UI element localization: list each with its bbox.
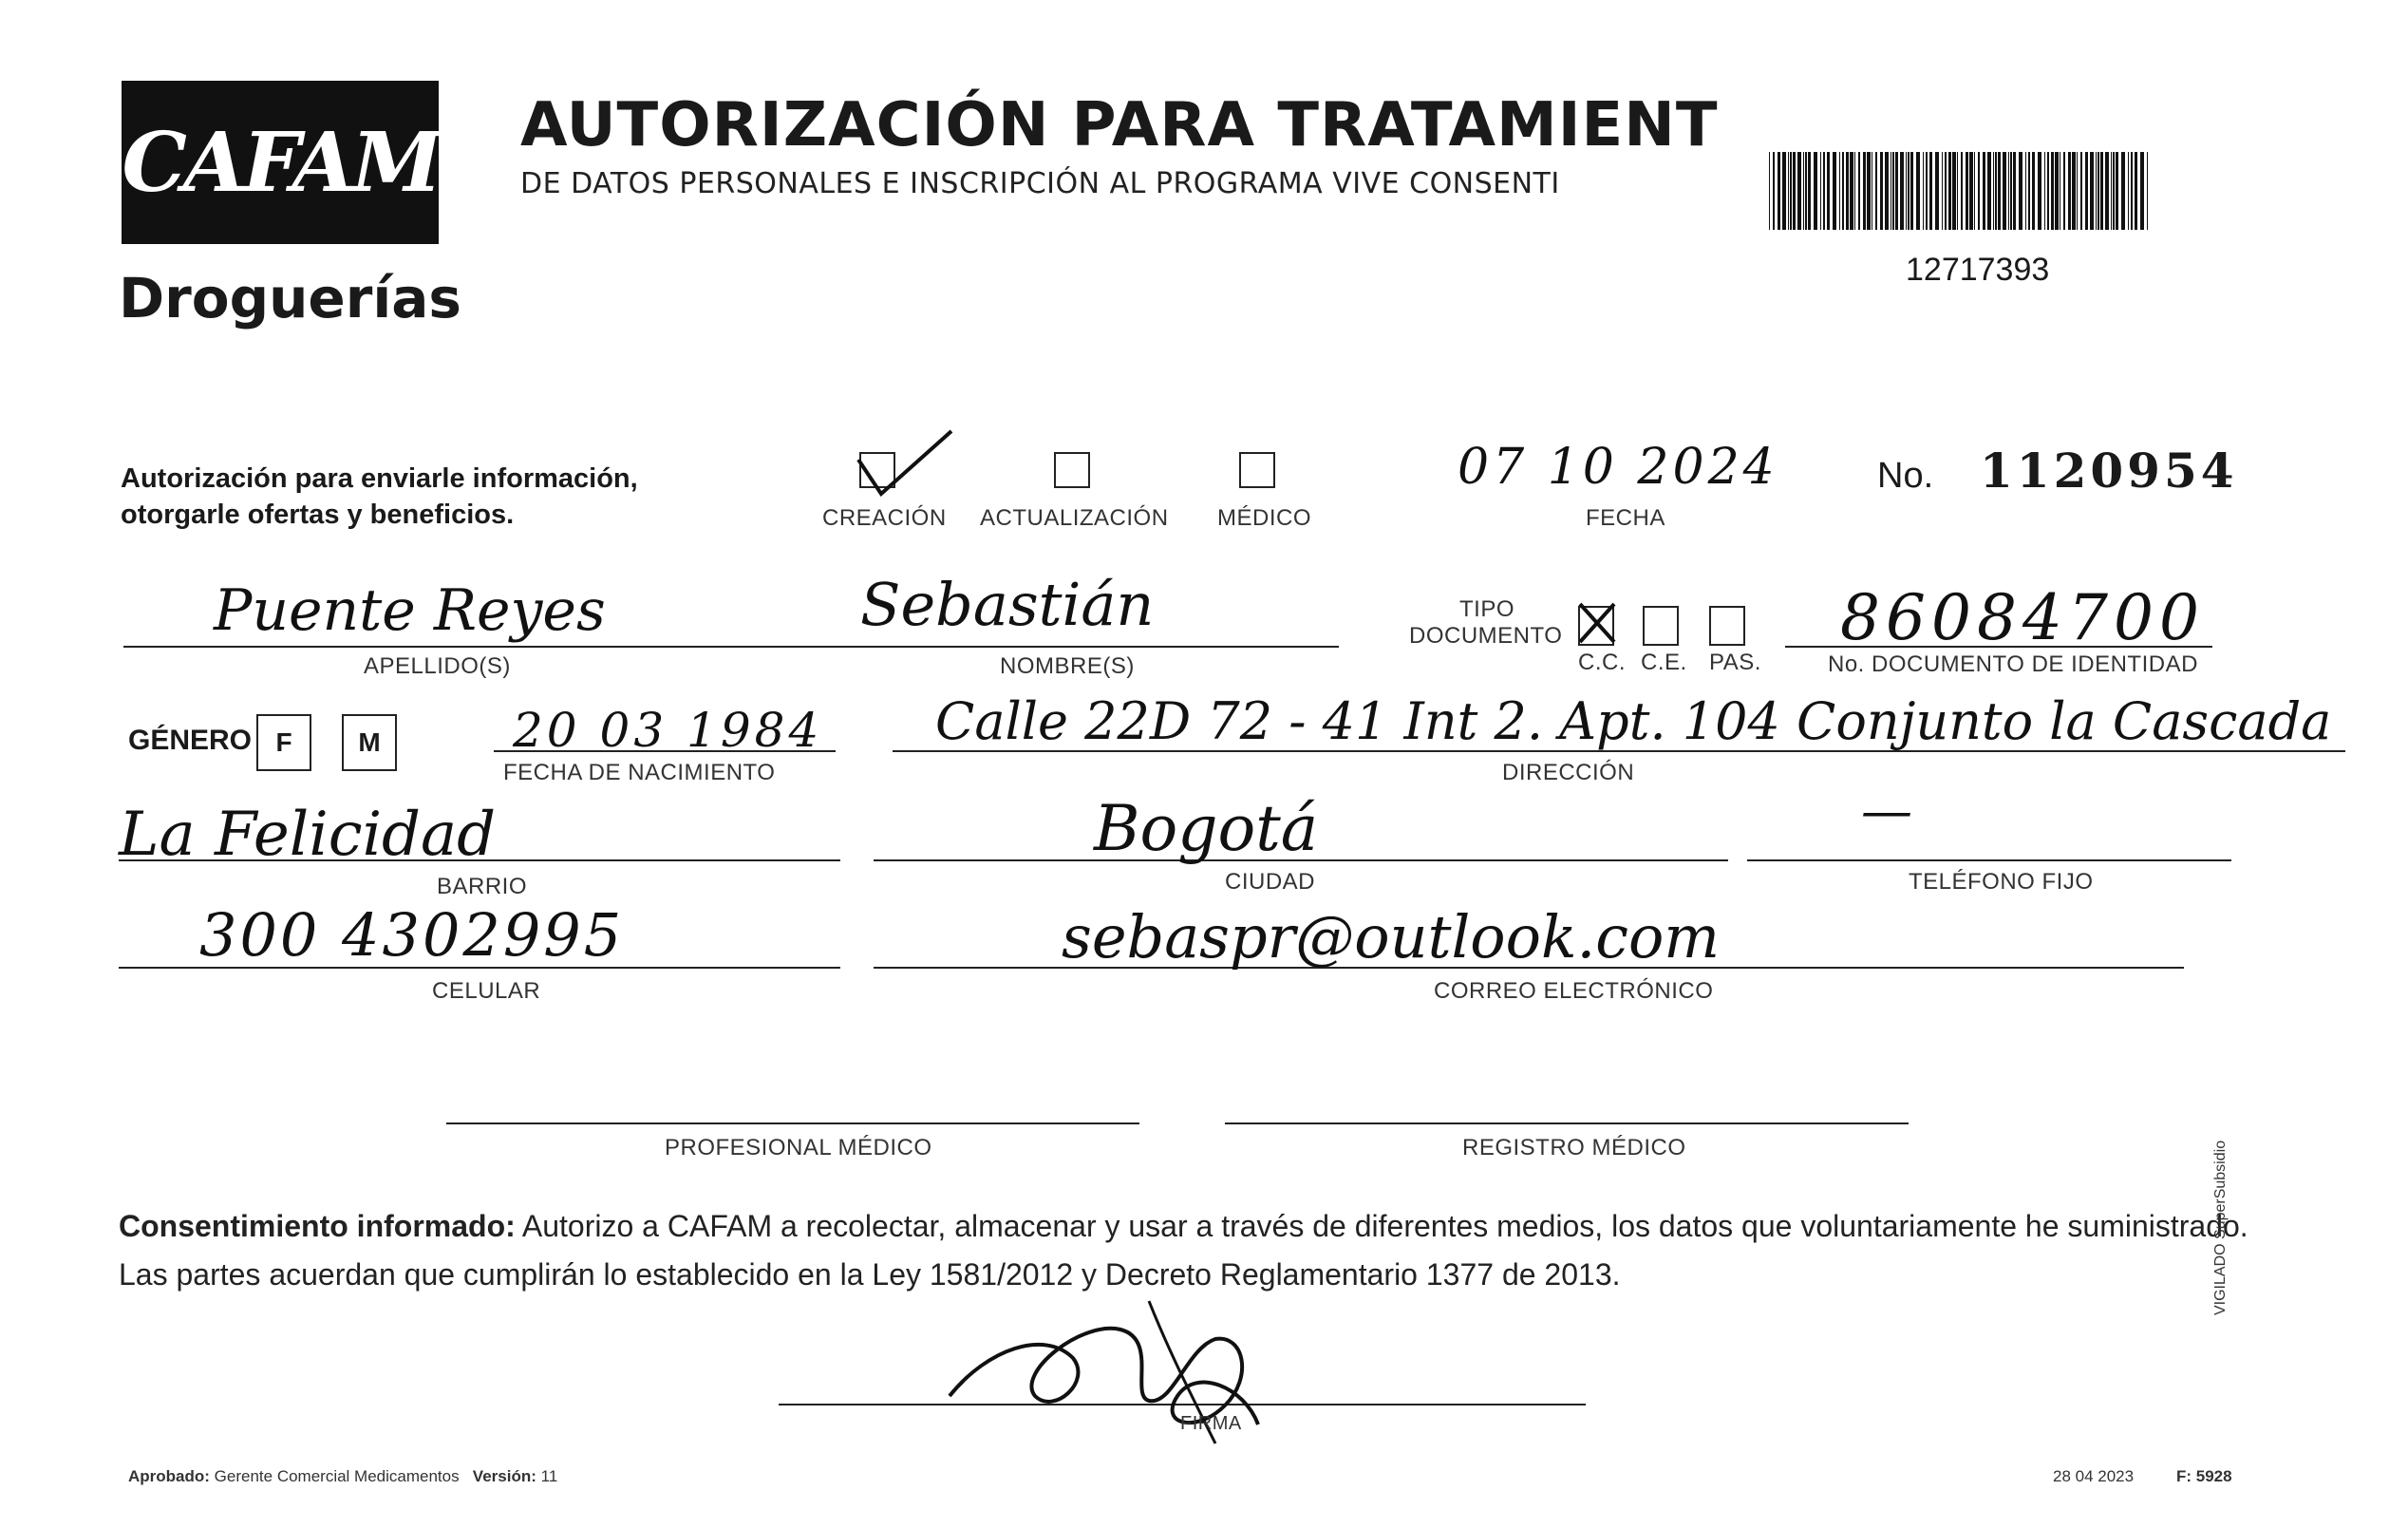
authorization-intro-2: otorgarle ofertas y beneficios. bbox=[121, 500, 515, 530]
form-number: 1120954 bbox=[1980, 443, 2238, 499]
barcode-bar bbox=[2116, 152, 2118, 230]
version-label: Versión: bbox=[472, 1467, 536, 1485]
barcode-bar bbox=[1820, 152, 1821, 230]
barcode-bar bbox=[2121, 152, 2125, 230]
barcode-bar bbox=[1957, 152, 1958, 230]
barcode-bar bbox=[2068, 152, 2071, 230]
barcode-bar bbox=[1858, 152, 1860, 230]
apellidos-value: Puente Reyes bbox=[214, 577, 606, 644]
birth-value: 20 03 1984 bbox=[513, 703, 823, 758]
celular-value: 300 4302995 bbox=[199, 900, 625, 970]
barcode-bar bbox=[1827, 152, 1830, 230]
barcode-bar bbox=[1895, 152, 1898, 230]
ciudad-value: Bogotá bbox=[1094, 792, 1319, 865]
barcode-bar bbox=[2140, 152, 2144, 230]
profesional-label: PROFESIONAL MÉDICO bbox=[665, 1135, 932, 1160]
barcode-bar bbox=[1778, 152, 1780, 230]
cafam-logo bbox=[122, 81, 439, 244]
doc-number-value: 86084700 bbox=[1840, 581, 2205, 654]
nombres-value: Sebastián bbox=[860, 570, 1155, 639]
barcode-bar bbox=[1908, 152, 1909, 230]
barcode-bar bbox=[1948, 152, 1951, 230]
barcode-bar bbox=[1863, 152, 1866, 230]
direccion-value: Calle 22D 72 - 41 Int 2. Apt. 104 Conjunto la Cascada bbox=[935, 691, 2332, 751]
vigilado-text: VIGILADO SuperSubsidio bbox=[2212, 1140, 2229, 1315]
barrio-label: BARRIO bbox=[437, 874, 528, 899]
ciudad-label: CIUDAD bbox=[1225, 869, 1316, 895]
check-mark-icon bbox=[853, 425, 957, 501]
barcode-bar bbox=[2010, 152, 2012, 230]
footer-code: F: 5928 bbox=[2176, 1467, 2232, 1485]
barcode-bar bbox=[2008, 152, 2009, 230]
approved-label: Aprobado: bbox=[128, 1467, 210, 1485]
barcode-number: 12717393 bbox=[1906, 252, 2050, 288]
firma-label: FIRMA bbox=[1180, 1413, 1242, 1434]
barcode-bar bbox=[1945, 152, 1947, 230]
consent-text-1: Autorizo a CAFAM a recolectar, almacenar y usar a través de diferentes medios, los datos que voluntariamente he suministrado. bbox=[515, 1209, 2248, 1243]
authorization-intro-1: Autorización para enviarle información, bbox=[121, 463, 638, 494]
barcode-bar bbox=[2111, 152, 2112, 230]
barcode-bar bbox=[2038, 152, 2041, 230]
barcode-bar bbox=[2096, 152, 2097, 230]
barcode-bar bbox=[1906, 152, 1907, 230]
barcode-bar bbox=[2051, 152, 2054, 230]
barcode-bar bbox=[2098, 152, 2099, 230]
celular-label: CELULAR bbox=[432, 978, 541, 1004]
barcode-bar bbox=[1805, 152, 1807, 230]
barcode-bar bbox=[2072, 152, 2076, 230]
pas-checkbox[interactable] bbox=[1709, 606, 1745, 646]
barcode-bar bbox=[1974, 152, 1975, 230]
barcode-bar bbox=[2044, 152, 2045, 230]
barcode-bar bbox=[1875, 152, 1877, 230]
barcode-bar bbox=[1969, 152, 1973, 230]
barcode-bar bbox=[2025, 152, 2026, 230]
barcode-bar bbox=[1926, 152, 1928, 230]
x-mark-icon bbox=[1576, 600, 1618, 646]
barcode-bar bbox=[2019, 152, 2022, 230]
footer-date: 28 04 2023 bbox=[2053, 1467, 2135, 1485]
barcode-bar bbox=[1987, 152, 1991, 230]
barcode-bar bbox=[2077, 152, 2078, 230]
nombres-label: NOMBRE(S) bbox=[1000, 653, 1135, 679]
telefono-label: TELÉFONO FIJO bbox=[1909, 869, 2094, 895]
fecha-value: 07 10 2024 bbox=[1458, 439, 1778, 496]
barcode-bar bbox=[1793, 152, 1796, 230]
medico-label: MÉDICO bbox=[1217, 505, 1311, 531]
barcode-bar bbox=[1885, 152, 1889, 230]
pas-label: PAS. bbox=[1709, 650, 1761, 675]
barcode-bar bbox=[1854, 152, 1855, 230]
consent-line-2: Las partes acuerdan que cumplirán lo establecido en la Ley 1581/2012 y Decreto Reglamentario 1377 de 2013. bbox=[119, 1257, 1621, 1292]
version-value: 11 bbox=[540, 1467, 558, 1485]
correo-label: CORREO ELECTRÓNICO bbox=[1434, 978, 1714, 1004]
barcode-bar bbox=[1892, 152, 1894, 230]
barcode-bar bbox=[1773, 152, 1775, 230]
form-title: AUTORIZACIÓN PARA TRATAMIENT bbox=[520, 90, 1719, 160]
barcode-bar bbox=[1803, 152, 1804, 230]
barcode-bar bbox=[1842, 152, 1844, 230]
fecha-label: FECHA bbox=[1586, 505, 1665, 531]
barcode-bar bbox=[2055, 152, 2059, 230]
barcode-bar bbox=[1961, 152, 1963, 230]
footer-approved bbox=[128, 1467, 557, 1486]
direccion-label: DIRECCIÓN bbox=[1502, 760, 1635, 785]
cc-label: C.C. bbox=[1578, 650, 1626, 675]
barcode-bar bbox=[1797, 152, 1801, 230]
barcode-bar bbox=[2028, 152, 2030, 230]
barcode-bar bbox=[1916, 152, 1920, 230]
barcode-bar bbox=[2147, 152, 2148, 230]
barcode-bar bbox=[1923, 152, 1924, 230]
barcode-bar bbox=[1995, 152, 1997, 230]
barcode-bar bbox=[1935, 152, 1939, 230]
actualizacion-label: ACTUALIZACIÓN bbox=[980, 505, 1169, 531]
tipo-doc-label-2: DOCUMENTO bbox=[1409, 623, 1563, 649]
barcode-bar bbox=[1814, 152, 1817, 230]
consent-line-1 bbox=[119, 1209, 2248, 1244]
barrio-value: La Felicidad bbox=[119, 800, 497, 870]
telefono-value: — bbox=[1861, 781, 1912, 840]
barcode-bar bbox=[2047, 152, 2049, 230]
barcode-bar bbox=[1833, 152, 1836, 230]
barcode-bar bbox=[2080, 152, 2082, 230]
actualizacion-checkbox[interactable] bbox=[1054, 452, 1090, 488]
barcode-bar bbox=[1978, 152, 1980, 230]
ce-checkbox[interactable] bbox=[1643, 606, 1679, 646]
birth-label: FECHA DE NACIMIENTO bbox=[503, 760, 776, 785]
logo-text: CAFAM bbox=[122, 114, 439, 211]
creacion-label: CREACIÓN bbox=[822, 505, 947, 531]
barcode-bar bbox=[2105, 152, 2109, 230]
barcode-bar bbox=[1850, 152, 1853, 230]
number-label: No. bbox=[1877, 456, 1934, 496]
barcode-bar bbox=[2100, 152, 2103, 230]
barcode-bar bbox=[1929, 152, 1932, 230]
barcode-bar bbox=[1788, 152, 1789, 230]
barcode-bar bbox=[1823, 152, 1825, 230]
barcode-bar bbox=[1998, 152, 2001, 230]
genero-m-box[interactable]: M bbox=[342, 714, 397, 771]
barcode-bar bbox=[1910, 152, 1913, 230]
barcode-bar bbox=[1808, 152, 1811, 230]
barcode-bar bbox=[1942, 152, 1943, 230]
apellidos-label: APELLIDO(S) bbox=[364, 653, 511, 679]
barcode-bar bbox=[1993, 152, 1994, 230]
barcode-bar bbox=[2013, 152, 2016, 230]
genero-label: GÉNERO bbox=[128, 725, 253, 756]
brand-subtitle: Droguerías bbox=[119, 266, 461, 330]
barcode-bar bbox=[2090, 152, 2094, 230]
barcode-bar bbox=[2128, 152, 2129, 230]
barcode-bar bbox=[2063, 152, 2065, 230]
consent-lead: Consentimiento informado: bbox=[119, 1209, 516, 1243]
barcode-bar bbox=[1966, 152, 1968, 230]
tipo-doc-label-1: TIPO bbox=[1459, 596, 1515, 622]
barcode-bar bbox=[1846, 152, 1849, 230]
barcode-bar bbox=[2085, 152, 2088, 230]
barcode-bar bbox=[1952, 152, 1956, 230]
barcode-bar bbox=[1867, 152, 1871, 230]
barcode-bar bbox=[2113, 152, 2115, 230]
barcode-bar bbox=[2131, 152, 2133, 230]
genero-f-box[interactable]: F bbox=[256, 714, 311, 771]
barcode-bar bbox=[1782, 152, 1786, 230]
barcode-bar bbox=[1769, 152, 1770, 230]
correo-value: sebaspr@outlook.com bbox=[1062, 902, 1721, 972]
approved-value: Gerente Comercial Medicamentos bbox=[214, 1467, 460, 1485]
doc-number-label: No. DOCUMENTO DE IDENTIDAD bbox=[1828, 651, 2198, 677]
barcode-bar bbox=[2003, 152, 2006, 230]
barcode-bar bbox=[1880, 152, 1883, 230]
registro-label: REGISTRO MÉDICO bbox=[1462, 1135, 1686, 1160]
barcode-bar bbox=[1983, 152, 1985, 230]
medico-checkbox[interactable] bbox=[1239, 452, 1275, 488]
form-subtitle: DE DATOS PERSONALES E INSCRIPCIÓN AL PROGRAMA VIVE CONSENTI bbox=[520, 167, 1560, 200]
barcode-bar bbox=[2032, 152, 2035, 230]
barcode-icon bbox=[1769, 152, 2154, 230]
barcode-bar bbox=[1900, 152, 1904, 230]
barcode-bar bbox=[2135, 152, 2137, 230]
barcode-bar bbox=[1790, 152, 1792, 230]
ce-label: C.E. bbox=[1641, 650, 1687, 675]
barcode-bar bbox=[1839, 152, 1840, 230]
